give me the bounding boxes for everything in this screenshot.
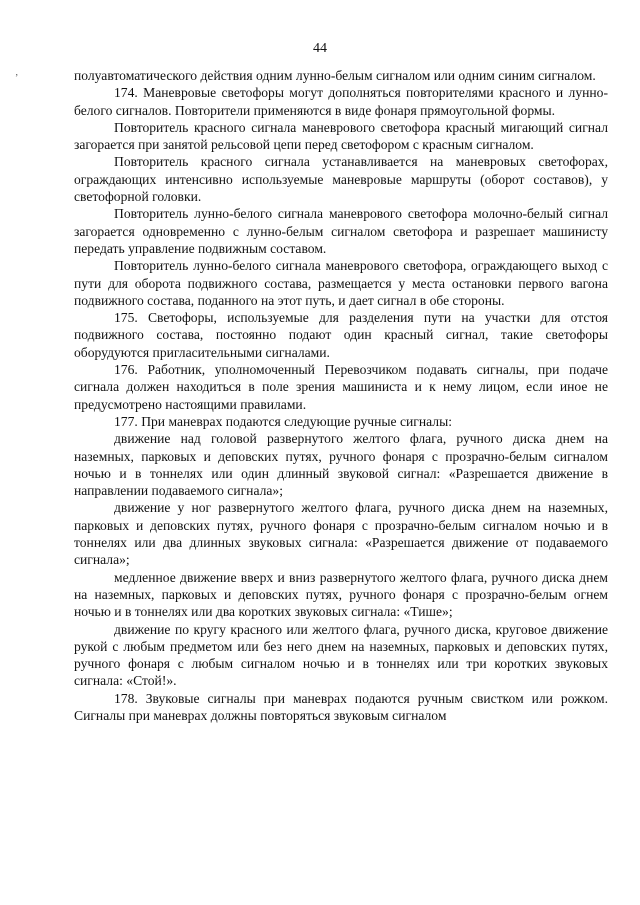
document-body	[74, 67, 608, 724]
paragraph: движение над головой развернутого желтого флага, ручного диска днем на наземных, парковых и деповских путях, ручного фонаря с прозрачно-белым сигналом ночью и в тоннелях или один длинный звуковой сигнал: «Разрешается движение в направлении подаваемого сигнала»;	[74, 431, 608, 499]
paragraph: движение по кругу красного или желтого флага, ручного диска, круговое движение рукой с любым предметом или без него днем на наземных, парковых и деповских путях, ручного фонаря с любым сигналом ночью и в тоннелях или три коротких звуковых сигнала: «Стой!».	[74, 621, 608, 689]
page-number: 44	[313, 41, 327, 56]
paragraph: 177. При маневрах подаются следующие ручные сигналы:	[114, 413, 452, 429]
paragraph: Повторитель красного сигнала устанавливается на маневровых светофорах, ограждающих интенсивно используемые маневровые маршруты (оборот составов), у светофорной головки.	[74, 154, 608, 205]
paragraph: 176. Работник, уполномоченный Перевозчиком подавать сигналы, при подаче сигнала должен находиться в поле зрения машиниста и к нему лицом, если иное не предусмотрено настоящими правилами.	[74, 362, 608, 412]
paragraph: 174. Маневровые светофоры могут дополняться повторителями красного и лунно-белого сигналов. Повторители применяются в виде фонаря прямоугольной формы.	[74, 85, 608, 118]
paragraph: Повторитель лунно-белого сигнала маневрового светофора молочно-белый сигнал загорается одновременно с лунно-белым сигналом светофора и разрешает машинисту передать управление подвижным составом.	[74, 206, 608, 256]
paragraph: 175. Светофоры, используемые для разделения пути на участки для отстоя подвижного состава, постоянно подают один красный сигнал, такие светофоры оборудуются пригласительными сигналами.	[74, 310, 608, 360]
paragraph: полуавтоматического действия одним лунно-белым сигналом или одним синим сигналом.	[74, 68, 596, 83]
paragraph: движение у ног развернутого желтого флага, ручного диска днем на наземных, парковых и деповских путях, ручного фонаря с прозрачно-белым сигналом ночью и в тоннелях или два длинных звуковых сигнала: «Разрешается движение от подаваемого сигнала»;	[74, 500, 608, 568]
paragraph: 178. Звуковые сигналы при маневрах подаются ручным свистком или рожком. Сигналы при маневрах должны повторяться звуковым сигналом	[74, 690, 608, 723]
paragraph: Повторитель красного сигнала маневрового светофора красный мигающий сигнал загорается при занятой рельсовой цепи перед светофором с красным сигналом.	[74, 119, 608, 153]
scan-mark: ʼ	[15, 73, 19, 84]
paragraph: Повторитель лунно-белого сигнала маневрового светофора, ограждающего выход с пути для оборота подвижного состава, размещается у места остановки первого вагона подвижного состава, поданного на этот путь, и дает сигнал в обе стороны.	[74, 258, 608, 308]
paragraph: медленное движение вверх и вниз развернутого желтого флага, ручного диска днем на наземных, парковых и деповских путях, ручного фонаря с прозрачно-белым огнем ночью и в тоннелях или два коротких звуковых сигнала: «Тише»;	[74, 569, 608, 620]
